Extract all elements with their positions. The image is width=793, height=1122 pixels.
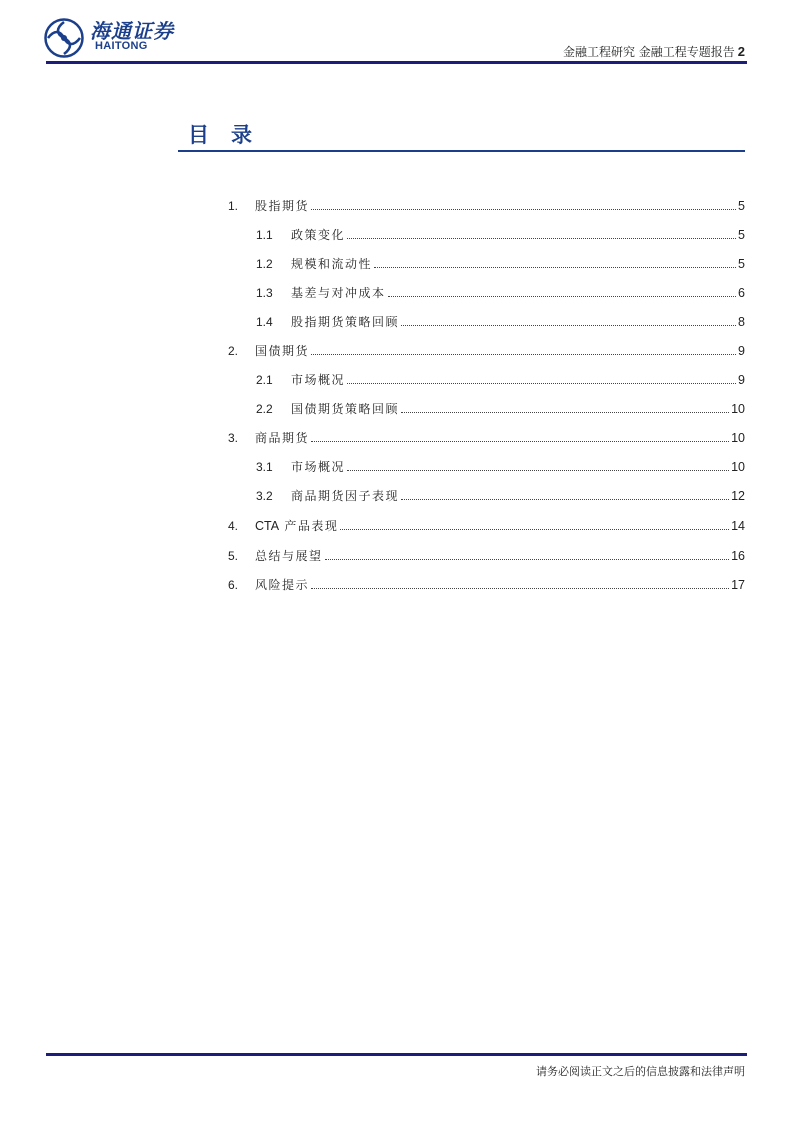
toc-entry-1-1[interactable] — [256, 220, 745, 249]
toc-entry-number: 1.4 — [256, 314, 273, 329]
toc-entry-number: 1.2 — [256, 256, 273, 271]
toc-entry-number: 1. — [228, 198, 239, 213]
toc-entry-number: 6. — [228, 577, 239, 592]
header-section-text: 金融工程研究 金融工程专题报告 — [562, 45, 735, 59]
toc-entry-2-1[interactable] — [256, 365, 745, 394]
toc-leader-dots — [374, 267, 736, 268]
toc-entry-text: 市场概况 — [291, 373, 346, 387]
logo-wordmark-en: HAITONG — [95, 40, 148, 52]
toc-entry-text: 基差与对冲成本 — [291, 286, 386, 300]
toc-leader-dots — [311, 441, 729, 442]
toc-entry-number: 3.1 — [256, 459, 273, 474]
toc-entry-2-2[interactable] — [256, 394, 745, 423]
toc-entry-number: 3.2 — [256, 488, 273, 503]
header-divider — [46, 61, 747, 64]
toc-entry-text: 商品期货因子表现 — [291, 489, 400, 503]
toc-entry-page: 5 — [738, 227, 745, 242]
toc-entry-2[interactable] — [228, 336, 745, 365]
toc-leader-dots — [325, 559, 730, 560]
toc-entry-3-1[interactable] — [256, 452, 745, 481]
toc-title: 目录 — [188, 123, 274, 147]
toc-entry-3[interactable] — [228, 423, 745, 452]
toc-entry-text-cn: 产品表现 — [279, 519, 339, 533]
toc-entry-text: 政策变化 — [291, 228, 346, 242]
toc-entry-number: 2.2 — [256, 401, 273, 416]
toc-entry-number: 1.1 — [256, 227, 273, 242]
toc-entry-number: 2.1 — [256, 372, 273, 387]
toc-entry-page: 14 — [731, 518, 745, 533]
toc-entry-number: 2. — [228, 343, 239, 358]
toc-entry-text: 规模和流动性 — [291, 257, 373, 271]
toc-leader-dots — [347, 238, 736, 239]
toc-entry-page: 5 — [738, 256, 745, 271]
footer-divider — [46, 1053, 747, 1056]
toc-entry-page: 8 — [738, 314, 745, 329]
toc-entry-4[interactable] — [228, 511, 745, 540]
header-section-label — [563, 43, 745, 60]
toc-entry-number: 4. — [228, 518, 239, 533]
toc-entry-page: 6 — [738, 285, 745, 300]
toc-entry-1-3[interactable] — [256, 278, 745, 307]
footer-disclaimer: 请务必阅读正文之后的信息披露和法律声明 — [536, 1065, 745, 1078]
toc-leader-dots — [311, 588, 729, 589]
toc-entry-5[interactable] — [228, 541, 745, 570]
toc-entry-1[interactable] — [228, 191, 745, 220]
toc-leader-dots — [401, 412, 729, 413]
toc-entry-number: 5. — [228, 548, 239, 563]
header-page-number: 2 — [737, 44, 745, 59]
toc-entry-1-4[interactable] — [256, 307, 745, 336]
toc-entry-text: 国债期货 — [255, 344, 310, 358]
toc-entry-text: 股指期货策略回顾 — [291, 315, 400, 329]
toc-entry-text-latin: CTA — [255, 519, 280, 533]
logo-wordmark-cn: 海通证券 — [90, 19, 174, 43]
toc-entry-page: 16 — [731, 548, 745, 563]
haitong-logo-icon — [44, 18, 84, 58]
toc-entry-page: 9 — [738, 372, 745, 387]
toc-entry-text — [255, 517, 338, 534]
toc-entry-page: 12 — [731, 488, 745, 503]
toc-entry-page: 10 — [731, 430, 745, 445]
toc-leader-dots — [347, 470, 729, 471]
toc-entry-page: 10 — [731, 459, 745, 474]
toc-leader-dots — [347, 383, 736, 384]
toc-entry-text: 股指期货 — [255, 199, 310, 213]
toc-entry-3-2[interactable] — [256, 481, 745, 510]
toc-leader-dots — [311, 354, 736, 355]
toc-entry-1-2[interactable] — [256, 249, 745, 278]
toc-leader-dots — [401, 499, 729, 500]
toc-entry-text: 总结与展望 — [255, 549, 323, 563]
toc-entry-6[interactable] — [228, 570, 745, 599]
toc-leader-dots — [340, 529, 729, 530]
page-header — [0, 0, 793, 70]
toc-entry-page: 10 — [731, 401, 745, 416]
toc-entry-text: 国债期货策略回顾 — [291, 402, 400, 416]
toc-leader-dots — [401, 325, 736, 326]
toc-leader-dots — [388, 296, 737, 297]
toc-entry-text: 风险提示 — [255, 578, 310, 592]
toc-leader-dots — [311, 209, 736, 210]
toc-entry-text: 商品期货 — [255, 431, 310, 445]
toc-entry-page: 17 — [731, 577, 745, 592]
toc-title-divider — [178, 150, 745, 152]
toc-entry-number: 3. — [228, 430, 239, 445]
toc-entry-number: 1.3 — [256, 285, 273, 300]
toc-entry-text: 市场概况 — [291, 460, 346, 474]
toc-entry-page: 5 — [738, 198, 745, 213]
toc-entry-page: 9 — [738, 343, 745, 358]
